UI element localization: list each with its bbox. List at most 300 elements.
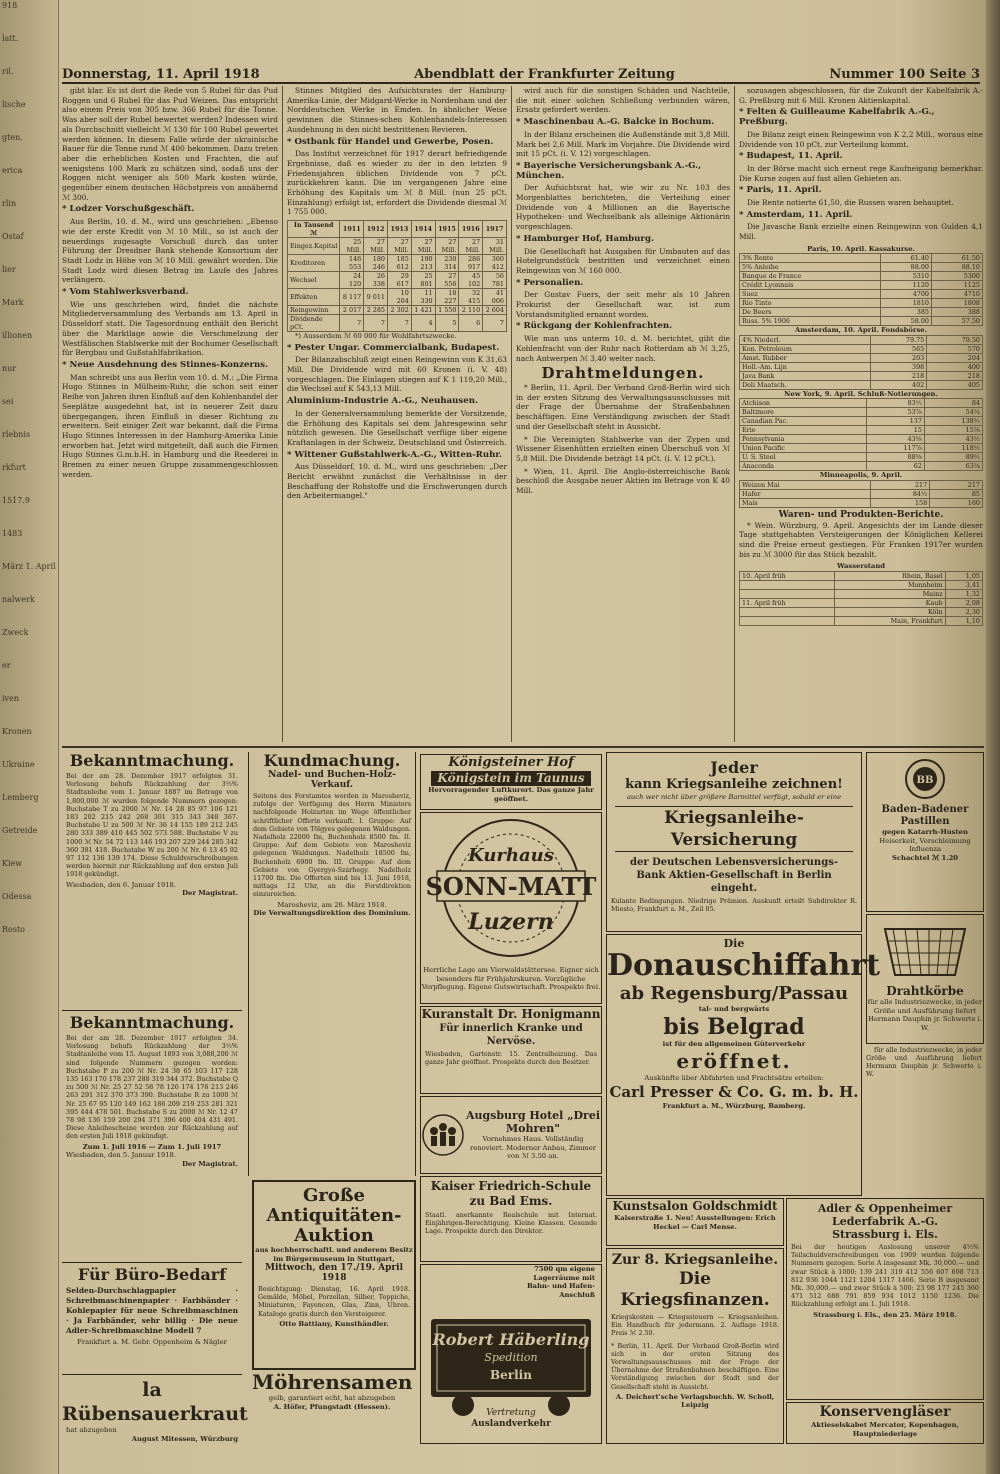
market-cell: 158: [870, 498, 929, 507]
spine-filler: [0, 220, 58, 231]
spine-text-fragment: 1483: [2, 529, 23, 538]
spine-filler: [0, 638, 58, 649]
table-header-cell: 1914: [411, 221, 435, 238]
market-cell: 10. April früh: [740, 571, 835, 580]
table-cell: 360 412: [483, 255, 507, 272]
ad-text: Seitens des Forstamtes werden in Marosheviz, zufolge der Verfügung des Herrn Ministers nachfolgende Holzarten im Wege öffentlicher schriftlicher Offerte verkauft. I. Gruppe: Auf dem Gebiete von Tölgyes gelegenen Waldungen. Nadelholz 22000 fm, Buchenholz 8500 fm. II. Gruppe: Auf dem Gebiete von Marosheviz gelegenen Waldungen. Nadelholz 18500 fm, Buchenholz 6900 fm. III. Gruppe: Auf dem Gebiete von Gyergyó-Szárhegy. Nadelholz 11700 fm. Die Offerten sind bis 13. Juni 1918, mittags 12 Uhr, an die Forstdirektion einzureichen.: [253, 792, 411, 899]
ad-line-direction: tal- und bergwärts: [698, 1005, 770, 1013]
ad-hotel-drei-mohren: [420, 1096, 602, 1174]
market-cell: Köln: [834, 607, 945, 616]
ad-signature: Der Magistrat.: [182, 889, 238, 898]
column-2: [287, 86, 507, 742]
spine-text-fragment: er: [2, 661, 11, 670]
market-cell: 3,41: [945, 580, 982, 589]
paragraph: Wie uns geschrieben wird, findet die nächste Mitgliederversammlung des Verbands am 13. April in Düsseldorf statt. Die Tagesordnung enthält den Bericht über die Marktlage sowie die Verschmelzung der Westfälischen Stahlwerke mit der Bochumer Gesellschaft für Bergbau und Gußstahlfabrikation.: [62, 299, 278, 358]
ad-text: 7500 qm eigene Lagerräume mit Bahn- und Hafen-Anschluß: [526, 1265, 595, 1299]
paragraph: für alle Industriezwecke, in jeder Größe und Ausführung liefert Hermann Dauphin jr. Schwerte i. W.: [866, 1046, 982, 1078]
market-cell: Holl.-Am. Lijn: [740, 362, 871, 371]
pastillen-seal-icon: [903, 757, 947, 801]
table-cell: 56 781: [483, 272, 507, 289]
table-cell: Eingez.Kapital: [288, 238, 340, 255]
market-cell: 1,10: [945, 616, 982, 625]
market-row: [740, 498, 983, 507]
paragraph: wird auch für die sonstigen Schäden und Nachteile, die mit einer solchen Schließung verbunden wären, Ersatz gefordert werden.: [516, 86, 730, 115]
table-cell: 7: [340, 315, 364, 332]
market-row: [740, 453, 983, 462]
drahtmeldungen-heading: Drahtmeldungen.: [541, 364, 705, 383]
spine-text-fragment: 918: [2, 1, 18, 10]
ad-text: Hervorragender Luftkurort. Das ganze Jahr geöffnet.: [428, 786, 594, 803]
ad-title: Jeder: [710, 758, 758, 777]
ad-title: Augsburg Hotel „Drei Mohren": [465, 1109, 601, 1136]
ad-buero-bedarf: [62, 1266, 242, 1375]
market-cell: 1125: [931, 281, 982, 290]
market-cell: Suez: [740, 290, 881, 299]
ad-subtitle: kann Kriegsanleihe zeichnen!: [625, 777, 843, 792]
spine-filler: [0, 308, 58, 319]
spine-filler: [0, 275, 58, 286]
market-cell: 61.40: [880, 254, 931, 263]
table-cell: 1 421: [411, 306, 435, 315]
water-heading: Wasserstand: [836, 562, 886, 571]
spine-filler: [0, 704, 58, 715]
paragraph: Man schreibt uns aus Berlin vom 10. d. M.: „Die Firma Hugo Stinnes in Mülheim-Ruhr, die schon seit einer Reihe von Jahren ihren Einfluß auf den Kohlenhandel der Seeplätze ausgedehnt hat, ist in neuerer Zeit dazu übergegangen, ihren Einfluß in dieser Richtung zu erweitern. Seit einiger Zeit war bekannt, daß die Firma Hugo Stinnes Interessen in der Hamburg-Amerika Linie erworben hat. Jetzt wird mitgeteilt, daß auch die Firmen Hugo Stinnes G.m.b.H. in Hamburg und die Reederei in Bremen zu einer neuen Gruppe zusammengeschlossen werden.: [62, 372, 278, 479]
spine-text-fragment: rlebnis: [2, 430, 31, 439]
market-cell: 4710: [931, 290, 982, 299]
spine-text-fragment: Getreide: [2, 826, 38, 835]
ad-title: Die Kriegsfinanzen.: [620, 1269, 770, 1310]
ad-line-destination: bis Belgrad: [663, 1013, 805, 1040]
table-cell: 286 917: [459, 255, 483, 272]
svg-text:BB: BB: [916, 775, 934, 786]
ad-title: Adler & Oppenheimer Lederfabrik A.-G.: [817, 1202, 953, 1228]
ad-text: Kriegskosten — Kriegssteuern — Kriegsanleihen. Ein Handbuch für jedermann. 2. Auflage 1918. Preis ℳ 2.50.: [611, 1313, 779, 1338]
market-cell: Rhein, Basel: [834, 571, 945, 580]
table-cell: 185 612: [388, 255, 412, 272]
market-cell: 4700: [880, 290, 931, 299]
spine-filler: [0, 341, 58, 352]
table-cell: 8 117: [340, 289, 364, 306]
market-cell: 1,32: [945, 589, 982, 598]
market-row: [740, 281, 983, 290]
table-cell: 2 285: [364, 306, 388, 315]
ad-line: Pastillen: [900, 816, 950, 827]
table-header-cell: In Tausend ℳ: [288, 221, 340, 238]
market-table-amsterdam: [739, 335, 983, 390]
market-cell: Crédit Lyonnais: [740, 281, 881, 290]
market-cell: 88⅝: [866, 453, 924, 462]
ad-heading: Zur 8. Kriegsanleihe.: [611, 1252, 779, 1268]
wagon-text-spedition: Spedition: [484, 1351, 538, 1364]
market-heading: Paris, 10. April. Kassakurse.: [807, 244, 915, 253]
table-cell: 32 415: [459, 289, 483, 306]
table-cell: 11 330: [411, 289, 435, 306]
table-cell: 230 314: [435, 255, 459, 272]
market-cell: Rio Tinto: [740, 299, 881, 308]
table-header-cell: 1917: [483, 221, 507, 238]
market-cell: [740, 589, 835, 598]
wagon-text-ausland: Auslandverkehr: [471, 1419, 551, 1429]
spine-filler: [0, 935, 58, 946]
paragraph: Der Bilanzabschluß zeigt einen Reingewinn von K 31,63 Mill. Die Dividende wird mit 60 Kronen (i. V. 48) vorgeschlagen. Die Einlagen stiegen auf K 1 119,20 Mill., die Wechsel auf K 543,13 Mill.: [287, 355, 507, 394]
ad-date: Mittwoch, den 17./19. April 1918: [264, 1263, 404, 1283]
table-cell: 6: [459, 315, 483, 332]
spine-text-fragment: erica: [2, 166, 23, 175]
spine-filler: [0, 748, 58, 759]
table-cell: Dividende pCt.: [288, 315, 340, 332]
spine-text-fragment: Odessa: [2, 892, 32, 901]
ad-kurhaus-sonnmatt: [420, 812, 602, 1004]
ad-kuranstalt-honigmann: [420, 1006, 602, 1094]
masthead-date: Donnerstag, 11. April 1918: [62, 67, 260, 82]
spine-filler: [0, 539, 58, 550]
market-row: [740, 571, 983, 580]
spine-filler: [0, 143, 58, 154]
market-cell: De Beers: [740, 308, 881, 317]
spine-filler: [0, 902, 58, 913]
market-cell: 218: [927, 371, 983, 380]
column-rule: [511, 86, 512, 742]
market-row: [740, 335, 983, 344]
market-cell: 138½: [924, 417, 982, 426]
ad-text: Bei der am 28. Dezember 1917 erfolgten 34. Verlosung behufs Rückzahlung der 3½% Stadtanleihe vom 15. August 1893 von 3,088,200 ℳ sind folgende Nummern gezogen worden: Buchstabe P zu 200 ℳ Nr. 24 38 65 103 117 128 135 163 170 178 237 288 319 344 372. Buchstabe Q zu 500 ℳ Nr. 25 27 52 58 78 126 174 176 213 246 263 291 312 370 373 390. Buchstabe R zu 1000 ℳ Nr. 25 67 95 120 149 162 186 209 219 253 281 321 395 444 478 501. Buchstabe S zu 2000 ℳ Nr. 12 47 78 98 136 159 200 294 371 396 400 404 431 491. Diese Anleihescheine werden zur Rückzahlung auf den ersten Juli 1918 gekündigt.: [66, 1034, 238, 1141]
market-cell: 217: [870, 480, 929, 489]
market-cell: 405: [927, 380, 983, 389]
ad-firm: A. Höfer, Pfungstadt (Hessen).: [273, 1402, 391, 1411]
table-cell: 7: [364, 315, 388, 332]
table-row: [288, 289, 507, 306]
market-cell: 218: [871, 371, 927, 380]
market-row: [740, 435, 983, 444]
table-row: [288, 255, 507, 272]
spine-filler: [0, 770, 58, 781]
market-cell: 385: [880, 308, 931, 317]
ad-text: für alle Industriezwecke, in jeder Größe und Ausführung liefert Hermann Dauphin jr. Schwerte i. W.: [867, 998, 983, 1032]
table-cell: 27 Mill.: [435, 238, 459, 255]
spine-filler: [0, 242, 58, 253]
spine-text-fragment: nur: [2, 364, 17, 373]
ad-subtitle: Nadel- und Buchen-Holz-Verkauf.: [268, 770, 396, 790]
table-cell: 5: [435, 315, 459, 332]
ad-title: Kaiser Friedrich-Schule zu Bad Ems.: [430, 1179, 592, 1208]
ad-title: Kundmachung.: [263, 751, 401, 770]
spine-filler: [0, 715, 58, 726]
ad-title: la Rübensauerkraut: [62, 1379, 248, 1425]
market-row: [740, 417, 983, 426]
market-cell: 204: [927, 353, 983, 362]
spine-filler: [0, 847, 58, 858]
paragraph: Aus Berlin, 10. d. M., wird uns geschrieben: „Ebenso wie der erste Kredit von ℳ 10 Mill., so ist auch der neuerdings zugesagte Vorschuß durch das unter Führung der Dresdner Bank stehende Konsortium der Stadt Lodz in Höhe von ℳ 10 Mill. gewährt worden. Die Stadt Lodz wird diesen Betrag im Laufe des Jahres verlängern.: [62, 217, 278, 285]
spine-filler: [0, 77, 58, 88]
ad-konservenglaeser: [786, 1402, 984, 1444]
emblem-text-luzern: Luzern: [468, 909, 554, 935]
ad-open: eröffnet.: [676, 1049, 792, 1073]
ad-text: Staatl. anerkannte Realschule mit Internat. Einjährigen-Berechtigung. Kleine Klassen. Gesunde Lage. Prospekte durch den Direktor.: [425, 1211, 597, 1236]
table-cell: 31 Mill.: [483, 238, 507, 255]
market-row: [740, 254, 983, 263]
spine-text-fragment: Lemberg: [2, 793, 39, 802]
table-cell: 180 246: [364, 255, 388, 272]
ad-firm: Carl Presser & Co. G. m. b. H.: [609, 1082, 859, 1101]
adjacent-page-edge: [0, 0, 59, 1474]
spine-text-fragment: rlin: [2, 199, 17, 208]
section-divider: [62, 746, 984, 748]
market-cell: 160: [930, 498, 983, 507]
sonnmatt-emblem: [423, 813, 599, 963]
wagon-text-name: Robert Häberling: [432, 1330, 590, 1349]
wagon-wheel: [548, 1394, 570, 1416]
ad-title: Drahtkörbe: [886, 984, 964, 998]
ad-text: Wiesbaden, Gartenstr. 15. Zentralheizung. Das ganze Jahr geöffnet. Prospekte durch den Besitzer.: [425, 1050, 597, 1067]
ad-small: Die: [723, 937, 745, 950]
spine-filler: [0, 836, 58, 847]
market-cell: 402: [871, 380, 927, 389]
ad-place: Marosheviz, am 26. März 1918.: [277, 900, 387, 909]
ad-kunstsalon-goldschmidt: [606, 1198, 784, 1246]
market-row: [740, 371, 983, 380]
market-cell: 570: [927, 344, 983, 353]
spine-filler: [0, 649, 58, 660]
market-cell: Amst. Rubber: [740, 353, 871, 362]
spine-filler: [0, 616, 58, 627]
table-header-cell: 1915: [435, 221, 459, 238]
ad-ruebensauerkraut: [62, 1378, 248, 1443]
table-cell: 1 550: [435, 306, 459, 315]
ad-title: Kuranstalt Dr. Honigmann: [421, 1007, 601, 1021]
market-row: [740, 589, 983, 598]
article-heading: * Lodzer Vorschußgeschäft.: [62, 204, 195, 215]
emblem-text-sonnmatt: SONN-MATT: [425, 872, 597, 901]
ad-text: Bei der heutigen Auslosung unserer 4½% Teilschuldverschreibungen von 1909 wurden folgende Nummern gezogen: Serie A insgesamt Mk. 30,000.— und zwar Stück à 1000: 139 241 319 412 556 607 698 713 812 936 1044 1121 1204 1317 1466. Serie B insgesamt Mk. 30,000.— und zwar Stück à 500: 23 98 177 245 360 471 512 688 791 859 934 1012 1150 1236. Die Rückzahlung erfolgt am 1. Juli 1918.: [791, 1243, 979, 1309]
table-cell: 25 Mill.: [340, 238, 364, 255]
spine-filler: [0, 154, 58, 165]
market-cell: Union Pacific: [740, 444, 867, 453]
masthead-page: Nummer 100 Seite 3: [829, 67, 980, 82]
market-row: [740, 607, 983, 616]
market-row: [740, 299, 983, 308]
market-heading: Amsterdam, 10. April. Fondsbörse.: [794, 326, 927, 335]
spine-filler: [0, 880, 58, 891]
ad-place: Frankfurt a. M., Würzburg, Bamberg.: [662, 1101, 806, 1110]
market-cell: 2,08: [945, 598, 982, 607]
three-moors-emblem-icon: [421, 1105, 465, 1165]
market-cell: Baltimore: [740, 408, 867, 417]
article-heading: * Vom Stahlwerksverband.: [62, 287, 189, 298]
market-table-minneapolis: [739, 480, 983, 508]
ad-place: Wiesbaden, den 5. Januar 1918.: [66, 1151, 177, 1160]
spine-filler: [0, 869, 58, 880]
spine-text-fragment: latt.: [2, 34, 19, 43]
right-column-classifieds: [866, 1046, 982, 1194]
wagon-text-vertretung: Vertretung: [486, 1408, 536, 1418]
spine-filler: [0, 22, 58, 33]
spine-filler: [0, 88, 58, 99]
wagon-wheel: [452, 1394, 474, 1416]
spine-filler: [0, 176, 58, 187]
table-cell: 41 006: [483, 289, 507, 306]
ad-text: gelb, garantiert echt, hat abzugeben: [268, 1394, 396, 1402]
market-cell: 5% Anleihe: [740, 263, 881, 272]
market-cell: 5300: [931, 272, 982, 281]
spine-filler: [0, 605, 58, 616]
article-heading: * Maschinenbau A.-G. Balcke in Bochum.: [516, 117, 715, 128]
spine-text-fragment: Kiew: [2, 859, 23, 868]
table-cell: 24 120: [340, 272, 364, 289]
spine-text-fragment: rkfurt: [2, 463, 26, 472]
ad-dates: Zum 1. Juli 1916 — Zum 1. Juli 1917: [82, 1142, 222, 1151]
market-cell: Kaub: [834, 598, 945, 607]
article-heading: * Felten & Guilleaume Kabelfabrik A.-G., Preßburg.: [739, 107, 935, 128]
table-cell: 190 213: [411, 255, 435, 272]
ad-title: Möhrensamen: [252, 1370, 413, 1394]
table-row: [288, 306, 507, 315]
paragraph: Der Aufsichtsrat hat, wie wir zu Nr. 103 des Morgenblattes berichteten, die Verteilung einer Dividende von 4 Millionen an die Bayerische Hypotheken- und Wechselbank als alleinige Aktionärin vorgeschlagen.: [516, 183, 730, 232]
table-cell: 29 617: [388, 272, 412, 289]
spine-filler: [0, 286, 58, 297]
ad-drahtkoerbe: [866, 914, 984, 1044]
market-cell: 217: [930, 480, 983, 489]
spine-filler: [0, 671, 58, 682]
market-row: [740, 353, 983, 362]
article-heading: * Personalien.: [516, 277, 584, 288]
market-cell: 63¼: [924, 462, 982, 471]
table-cell: Kreditoren: [288, 255, 340, 272]
paragraph: In der Generalversammlung bemerkte der Vorsitzende, die Erhöhung des Kapitals sei dem Jahresgewinn sehr nützlich gewesen. Die Gesellschaft verfüge über eigene Kraftanlagen in der Schweiz, Deutschland und Österreich.: [287, 408, 507, 447]
spine-filler: [0, 253, 58, 264]
spine-text-fragment: gten.: [2, 133, 23, 142]
column-4: [739, 86, 983, 742]
ad-firm: Frankfurt a. M. Gebr. Oppenheim & Nägler: [77, 1338, 227, 1346]
spine-filler: [0, 440, 58, 451]
table-cell: Effekten: [288, 289, 340, 306]
article-heading: Aluminium-Industrie A.-G., Neuhausen.: [287, 396, 478, 407]
paragraph: In der Bilanz erscheinen die Außenstände mit 3,8 Mill. Mark bei 2,6 Mill. Mark im Vorjahre. Die Dividende wird mit 15 pCt. (i. V. 12) vorgeschlagen.: [516, 129, 730, 159]
market-cell: Banque de France: [740, 272, 881, 281]
spine-text-fragment: illionen: [2, 331, 33, 340]
market-cell: 84: [924, 399, 982, 408]
spine-filler: [0, 473, 58, 484]
haeberling-wagon-emblem: [423, 1299, 599, 1429]
table-cell: 27 Mill.: [364, 238, 388, 255]
market-row: [740, 399, 983, 408]
spine-filler: [0, 451, 58, 462]
ad-title: Konservengläser: [819, 1404, 951, 1420]
table-cell: Wechsel: [288, 272, 340, 289]
table-header-cell: 1912: [364, 221, 388, 238]
ad-details: Kulante Bedingungen. Niedrige Prämien. Auskunft erteilt Subdirektor R. Miesto, Frankfurt a. M., Zeil 85.: [611, 896, 857, 913]
table-cell: 7: [388, 315, 412, 332]
market-cell: 15: [866, 426, 924, 435]
table-footnote: *) Ausserdem ℳ 60 000 für Wohlfahrtszwecke.: [295, 332, 457, 341]
table-cell: 25 801: [411, 272, 435, 289]
market-row: [740, 380, 983, 389]
market-row: [740, 480, 983, 489]
ad-text: der Deutschen Lebensversicherungs-Bank Aktien-Gesellschaft in Berlin eingeht.: [630, 856, 838, 894]
market-cell: 137: [866, 417, 924, 426]
table-cell: 2 604: [483, 306, 507, 315]
market-cell: Canadian Pac.: [740, 417, 867, 426]
market-cell: 117⅞: [866, 444, 924, 453]
market-cell: U. S. Steel: [740, 453, 867, 462]
paragraph: Die Javasche Bank erzielte einen Reingewinn von Gulden 4,1 Mill.: [739, 222, 983, 242]
market-cell: 84½: [870, 489, 929, 498]
market-cell: 203: [871, 353, 927, 362]
table-row: [288, 272, 507, 289]
wire-basket-icon: [875, 919, 975, 981]
table-cell: 2 302: [388, 306, 412, 315]
ad-signature: Strassburg i. Els., den 25. März 1918.: [813, 1310, 957, 1319]
spine-filler: [0, 44, 58, 55]
binding-shadow: [986, 0, 1000, 1474]
market-cell: Mais: [740, 498, 871, 507]
market-cell: Pennsylvania: [740, 435, 867, 444]
ad-antiquitaeten-auktion: [252, 1180, 416, 1370]
ad-text: Selden-Durchschlagpapier · Schreibmaschinenpapier · Farbbänder · Kohlepapier für neue Schreibmaschinen · Ja Farbbänder, sehr billig · Die neue Adler-Schreibmaschine Modell 7: [66, 1286, 238, 1335]
market-row: [740, 580, 983, 589]
table-cell: 10 204: [388, 289, 412, 306]
table-cell: 45 102: [459, 272, 483, 289]
paragraph: sozusagen abgeschlossen, für die Zukunft der Kabelfabrik A.-G. Preßburg mit 6 Mill. Kronen Aktienkapital.: [739, 86, 983, 105]
table-cell: 27 Mill.: [388, 238, 412, 255]
spine-text-fragment: lische: [2, 100, 26, 109]
market-row: [740, 344, 983, 353]
spine-filler: [0, 110, 58, 121]
market-cell: 43½: [924, 435, 982, 444]
table-cell: 27 556: [435, 272, 459, 289]
market-cell: 54¼: [924, 408, 982, 417]
ad-title: Für Büro-Bedarf: [77, 1265, 227, 1284]
market-table-paris: [739, 253, 983, 326]
masthead-title: Abendblatt der Frankfurter Zeitung: [414, 67, 675, 82]
market-cell: Erie: [740, 426, 867, 435]
market-cell: 118½: [924, 444, 982, 453]
ad-text: hat abzugeben: [66, 1426, 117, 1434]
ad-adler-oppenheimer: [786, 1198, 984, 1400]
spine-filler: [0, 572, 58, 583]
market-cell: 1120: [880, 281, 931, 290]
paragraph: Stinnes Mitglied des Aufsichtsrates der Hamburg-Amerika-Linie, der Midgard-Werke in Nordenham und der Norddeutschen Werke in Emden. In ähnlicher Weise gewinnen die Stinnes-schen Kohlenhandels-Interessen Ausdehnung in den nicht bestrittenen Revieren.: [287, 86, 507, 134]
market-cell: Kon. Petroleum: [740, 344, 871, 353]
spine-filler: [0, 407, 58, 418]
spine-filler: [0, 583, 58, 594]
market-row: [740, 598, 983, 607]
spine-filler: [0, 913, 58, 924]
article-heading: * Neue Ausdehnung des Stinnes-Konzerns.: [62, 359, 269, 370]
spine-filler: [0, 55, 58, 66]
market-cell: 565: [871, 344, 927, 353]
ad-title: Große Antiquitäten-Auktion: [266, 1185, 402, 1246]
spine-filler: [0, 506, 58, 517]
spine-text-fragment: Rosto: [2, 925, 25, 934]
spine-filler: [0, 682, 58, 693]
spine-text-fragment: Zweck: [2, 628, 29, 637]
ad-firm: Otto Battiany, Kunsthändler.: [279, 1319, 389, 1328]
ad-title: Bekanntmachung.: [69, 751, 235, 770]
table-cell: 4: [411, 315, 435, 332]
market-cell: 79.75: [871, 335, 927, 344]
spine-text-fragment: ril.: [2, 67, 14, 76]
market-cell: Atchison: [740, 399, 867, 408]
paragraph: * Wein. Würzburg, 9. April. Angesichts der im Lande dieser Tage stattgehabten Versteigerungen der Königlichen Kellerei sind die Preise erneut gestiegen. Für Franken 1917er wurden bis zu ℳ 3000 für das Stück bezahlt.: [739, 520, 983, 559]
market-cell: Java Bank: [740, 371, 871, 380]
market-row: [740, 272, 983, 281]
ad-kriegsanleihe-versicherung: [606, 752, 862, 932]
column-rule: [282, 86, 283, 742]
market-table-newyork: [739, 398, 983, 471]
spine-text-fragment: iven: [2, 694, 19, 703]
market-cell: 388: [931, 308, 982, 317]
market-cell: 398: [871, 362, 927, 371]
